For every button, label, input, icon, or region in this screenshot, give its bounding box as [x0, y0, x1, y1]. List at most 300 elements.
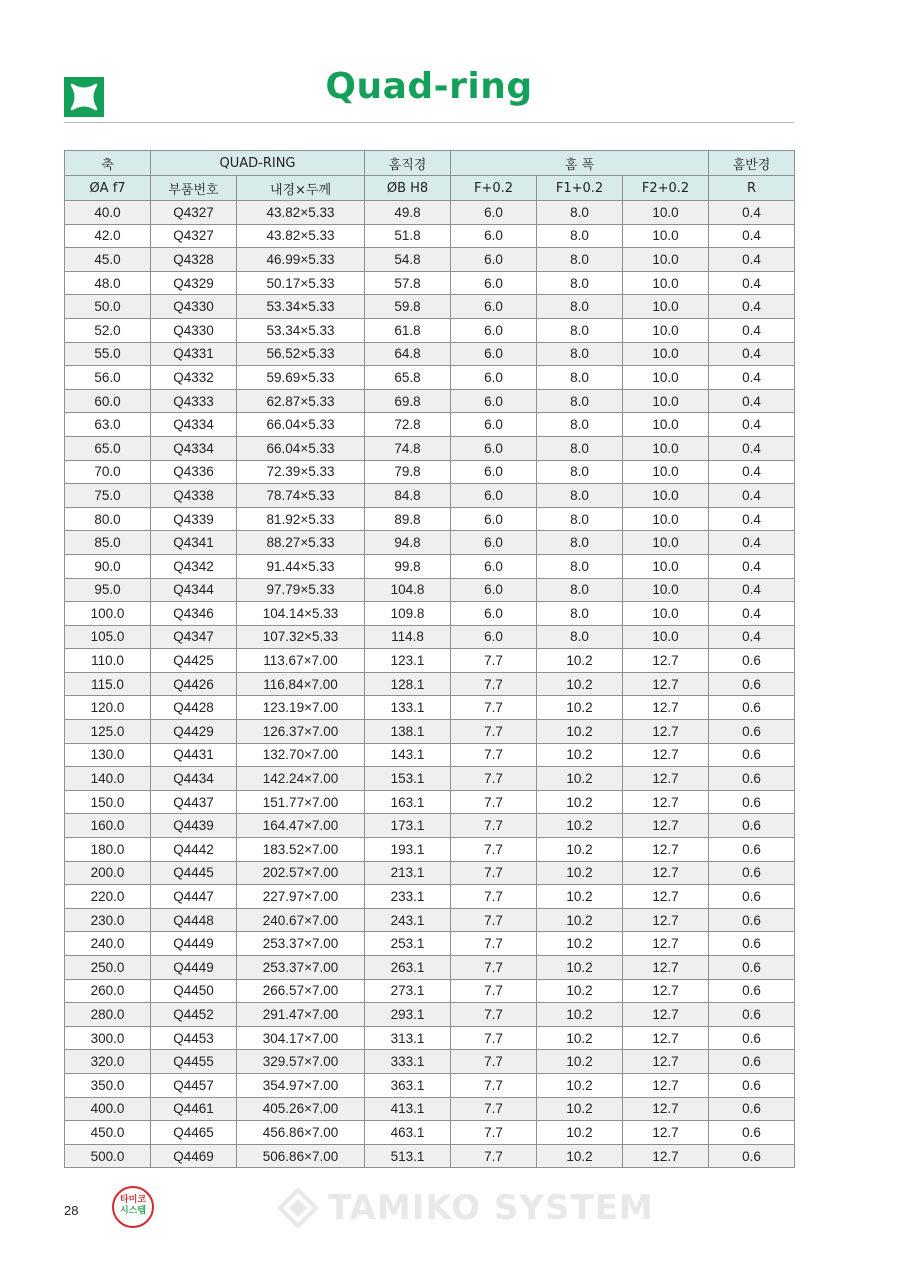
table-cell: 142.24×7.00	[237, 767, 365, 791]
table-row	[65, 743, 795, 767]
badge-line-2: 시스템	[119, 1206, 147, 1216]
table-cell: 12.7	[623, 838, 709, 862]
table-cell: 10.2	[537, 932, 623, 956]
table-cell: 12.7	[623, 790, 709, 814]
table-cell: 0.6	[709, 885, 795, 909]
table-cell: 10.0	[623, 271, 709, 295]
table-cell: 0.4	[709, 318, 795, 342]
table-cell: 150.0	[65, 790, 151, 814]
table-cell: 10.2	[537, 956, 623, 980]
table-cell: 280.0	[65, 1003, 151, 1027]
table-cell: 0.4	[709, 271, 795, 295]
table-cell: 304.17×7.00	[237, 1026, 365, 1050]
table-cell: 12.7	[623, 1003, 709, 1027]
table-cell: 7.7	[451, 1073, 537, 1097]
table-cell: 7.7	[451, 814, 537, 838]
table-cell: 10.2	[537, 720, 623, 744]
table-cell: 263.1	[365, 956, 451, 980]
table-cell: 12.7	[623, 885, 709, 909]
table-cell: 193.1	[365, 838, 451, 862]
table-row	[65, 271, 795, 295]
badge-line-1: 타미코	[119, 1195, 147, 1205]
table-cell: 10.2	[537, 908, 623, 932]
table-cell: 7.7	[451, 1121, 537, 1145]
table-cell: 10.2	[537, 861, 623, 885]
table-cell: 62.87×5.33	[237, 389, 365, 413]
table-cell: 51.8	[365, 224, 451, 248]
table-cell: 10.2	[537, 1026, 623, 1050]
table-cell: 7.7	[451, 908, 537, 932]
table-cell: 8.0	[537, 248, 623, 272]
header-cell: 축	[65, 151, 151, 176]
table-cell: 6.0	[451, 602, 537, 626]
table-cell: 116.84×7.00	[237, 672, 365, 696]
header-cell: F+0.2	[451, 176, 537, 201]
table-cell: 12.7	[623, 908, 709, 932]
table-row	[65, 1121, 795, 1145]
header-cell: ØB H8	[365, 176, 451, 201]
table-row	[65, 908, 795, 932]
table-cell: 85.0	[65, 531, 151, 555]
table-row	[65, 460, 795, 484]
table-cell: Q4333	[151, 389, 237, 413]
table-cell: 12.7	[623, 932, 709, 956]
table-cell: 266.57×7.00	[237, 979, 365, 1003]
table-cell: 513.1	[365, 1144, 451, 1168]
table-cell: 313.1	[365, 1026, 451, 1050]
table-cell: 0.6	[709, 1003, 795, 1027]
table-cell: Q4330	[151, 318, 237, 342]
table-cell: 10.2	[537, 1144, 623, 1168]
table-cell: 10.2	[537, 1073, 623, 1097]
table-cell: 6.0	[451, 531, 537, 555]
table-cell: 227.97×7.00	[237, 885, 365, 909]
table-cell: 50.17×5.33	[237, 271, 365, 295]
table-cell: 260.0	[65, 979, 151, 1003]
table-cell: 104.8	[365, 578, 451, 602]
table-cell: 107.32×5.33	[237, 625, 365, 649]
table-cell: 6.0	[451, 342, 537, 366]
table-cell: 10.0	[623, 578, 709, 602]
table-cell: 160.0	[65, 814, 151, 838]
table-cell: 8.0	[537, 578, 623, 602]
table-cell: Q4448	[151, 908, 237, 932]
table-cell: 8.0	[537, 531, 623, 555]
table-row	[65, 318, 795, 342]
table-cell: 164.47×7.00	[237, 814, 365, 838]
table-cell: Q4341	[151, 531, 237, 555]
table-cell: 8.0	[537, 342, 623, 366]
table-cell: 65.8	[365, 366, 451, 390]
table-cell: 12.7	[623, 696, 709, 720]
header-cell: QUAD-RING	[151, 151, 365, 176]
table-cell: 10.2	[537, 1003, 623, 1027]
table-cell: 10.0	[623, 507, 709, 531]
table-cell: 333.1	[365, 1050, 451, 1074]
table-cell: 10.0	[623, 295, 709, 319]
header-row-1	[65, 151, 795, 176]
table-cell: 55.0	[65, 342, 151, 366]
table-cell: 6.0	[451, 201, 537, 225]
table-cell: 0.6	[709, 1073, 795, 1097]
table-cell: 500.0	[65, 1144, 151, 1168]
table-cell: 10.0	[623, 484, 709, 508]
table-cell: 7.7	[451, 885, 537, 909]
table-cell: 75.0	[65, 484, 151, 508]
table-cell: 6.0	[451, 295, 537, 319]
table-cell: 240.0	[65, 932, 151, 956]
table-cell: 12.7	[623, 672, 709, 696]
table-row	[65, 342, 795, 366]
title-divider	[64, 122, 794, 123]
table-cell: Q4439	[151, 814, 237, 838]
table-row	[65, 814, 795, 838]
table-cell: 78.74×5.33	[237, 484, 365, 508]
table-cell: Q4342	[151, 554, 237, 578]
table-cell: 12.7	[623, 1097, 709, 1121]
table-row	[65, 696, 795, 720]
page-title: Quad-ring	[325, 66, 533, 107]
table-cell: 0.6	[709, 1121, 795, 1145]
table-cell: 126.37×7.00	[237, 720, 365, 744]
table-cell: Q4431	[151, 743, 237, 767]
table-cell: 8.0	[537, 366, 623, 390]
table-cell: 7.7	[451, 790, 537, 814]
table-cell: 0.4	[709, 248, 795, 272]
table-cell: 7.7	[451, 956, 537, 980]
table-cell: 7.7	[451, 1097, 537, 1121]
table-cell: 8.0	[537, 295, 623, 319]
table-row	[65, 436, 795, 460]
table-cell: 7.7	[451, 979, 537, 1003]
table-cell: 8.0	[537, 413, 623, 437]
table-row	[65, 366, 795, 390]
table-cell: 6.0	[451, 460, 537, 484]
table-row	[65, 956, 795, 980]
table-cell: 12.7	[623, 979, 709, 1003]
table-cell: 10.0	[623, 318, 709, 342]
table-cell: 6.0	[451, 389, 537, 413]
table-cell: 253.37×7.00	[237, 932, 365, 956]
table-cell: Q4336	[151, 460, 237, 484]
table-cell: Q4331	[151, 342, 237, 366]
table-cell: Q4330	[151, 295, 237, 319]
table-cell: 7.7	[451, 861, 537, 885]
table-cell: 53.34×5.33	[237, 318, 365, 342]
table-cell: 7.7	[451, 1003, 537, 1027]
table-cell: 64.8	[365, 342, 451, 366]
header-cell: 내경×두께	[237, 176, 365, 201]
table-cell: 43.82×5.33	[237, 201, 365, 225]
table-cell: 413.1	[365, 1097, 451, 1121]
table-cell: 97.79×5.33	[237, 578, 365, 602]
table-cell: 293.1	[365, 1003, 451, 1027]
table-cell: 10.0	[623, 531, 709, 555]
table-cell: Q4437	[151, 790, 237, 814]
table-row	[65, 295, 795, 319]
header-cell: R	[709, 176, 795, 201]
table-cell: 0.6	[709, 956, 795, 980]
table-cell: 72.8	[365, 413, 451, 437]
table-cell: 6.0	[451, 484, 537, 508]
table-cell: 0.4	[709, 342, 795, 366]
table-row	[65, 1003, 795, 1027]
table-cell: Q4465	[151, 1121, 237, 1145]
table-cell: 10.0	[623, 248, 709, 272]
table-cell: 7.7	[451, 696, 537, 720]
table-cell: 0.6	[709, 814, 795, 838]
table-cell: 230.0	[65, 908, 151, 932]
table-cell: 12.7	[623, 1144, 709, 1168]
table-cell: 115.0	[65, 672, 151, 696]
table-cell: 56.52×5.33	[237, 342, 365, 366]
table-cell: 300.0	[65, 1026, 151, 1050]
table-cell: Q4434	[151, 767, 237, 791]
table-cell: 90.0	[65, 554, 151, 578]
table-cell: 354.97×7.00	[237, 1073, 365, 1097]
table-cell: Q4461	[151, 1097, 237, 1121]
table-row	[65, 885, 795, 909]
table-cell: 8.0	[537, 271, 623, 295]
table-cell: 6.0	[451, 413, 537, 437]
table-cell: 180.0	[65, 838, 151, 862]
table-body	[65, 201, 795, 1168]
table-cell: 163.1	[365, 790, 451, 814]
table-cell: 84.8	[365, 484, 451, 508]
table-cell: 10.0	[623, 602, 709, 626]
table-cell: 52.0	[65, 318, 151, 342]
table-row	[65, 1050, 795, 1074]
table-cell: 0.6	[709, 932, 795, 956]
table-cell: 7.7	[451, 838, 537, 862]
table-cell: 0.4	[709, 531, 795, 555]
table-cell: 45.0	[65, 248, 151, 272]
table-cell: 0.6	[709, 908, 795, 932]
table-cell: 151.77×7.00	[237, 790, 365, 814]
table-cell: Q4453	[151, 1026, 237, 1050]
table-cell: Q4328	[151, 248, 237, 272]
table-cell: 10.0	[623, 625, 709, 649]
tamiko-diamond-icon	[278, 1188, 318, 1228]
table-cell: 8.0	[537, 389, 623, 413]
table-cell: 291.47×7.00	[237, 1003, 365, 1027]
table-cell: 8.0	[537, 602, 623, 626]
table-cell: Q4447	[151, 885, 237, 909]
table-cell: 10.0	[623, 224, 709, 248]
table-cell: 123.1	[365, 649, 451, 673]
table-row	[65, 767, 795, 791]
table-cell: Q4445	[151, 861, 237, 885]
table-cell: 70.0	[65, 460, 151, 484]
table-cell: Q4334	[151, 413, 237, 437]
table-row	[65, 554, 795, 578]
table-cell: 81.92×5.33	[237, 507, 365, 531]
table-row	[65, 507, 795, 531]
table-row	[65, 248, 795, 272]
tamiko-badge-icon	[112, 1186, 154, 1228]
table-cell: 0.6	[709, 1097, 795, 1121]
quad-ring-spec-table	[64, 150, 795, 1168]
table-cell: Q4450	[151, 979, 237, 1003]
table-cell: 10.2	[537, 1097, 623, 1121]
table-cell: 6.0	[451, 625, 537, 649]
table-cell: 8.0	[537, 318, 623, 342]
table-cell: 0.4	[709, 295, 795, 319]
table-cell: 10.2	[537, 979, 623, 1003]
table-cell: 128.1	[365, 672, 451, 696]
table-cell: 113.67×7.00	[237, 649, 365, 673]
table-cell: 0.6	[709, 838, 795, 862]
table-cell: 0.6	[709, 1050, 795, 1074]
table-cell: 0.4	[709, 224, 795, 248]
table-cell: 12.7	[623, 956, 709, 980]
table-cell: 12.7	[623, 767, 709, 791]
table-cell: 10.2	[537, 838, 623, 862]
table-cell: 8.0	[537, 625, 623, 649]
table-cell: 6.0	[451, 366, 537, 390]
table-cell: 253.1	[365, 932, 451, 956]
table-cell: 56.0	[65, 366, 151, 390]
table-row	[65, 672, 795, 696]
table-cell: Q4329	[151, 271, 237, 295]
table-cell: 0.4	[709, 602, 795, 626]
table-cell: 72.39×5.33	[237, 460, 365, 484]
table-cell: 202.57×7.00	[237, 861, 365, 885]
table-cell: 109.8	[365, 602, 451, 626]
table-cell: 320.0	[65, 1050, 151, 1074]
table-cell: 49.8	[365, 201, 451, 225]
table-cell: 104.14×5.33	[237, 602, 365, 626]
table-cell: 123.19×7.00	[237, 696, 365, 720]
table-cell: 42.0	[65, 224, 151, 248]
table-cell: Q4469	[151, 1144, 237, 1168]
table-cell: 10.0	[623, 554, 709, 578]
table-cell: 253.37×7.00	[237, 956, 365, 980]
table-cell: 89.8	[365, 507, 451, 531]
table-row	[65, 1026, 795, 1050]
table-cell: 40.0	[65, 201, 151, 225]
table-cell: 114.8	[365, 625, 451, 649]
table-row	[65, 1097, 795, 1121]
page-number: 28	[64, 1203, 79, 1218]
table-cell: 94.8	[365, 531, 451, 555]
table-cell: 233.1	[365, 885, 451, 909]
table-cell: 125.0	[65, 720, 151, 744]
table-cell: 10.2	[537, 649, 623, 673]
table-cell: 6.0	[451, 318, 537, 342]
table-cell: 0.6	[709, 790, 795, 814]
table-cell: 329.57×7.00	[237, 1050, 365, 1074]
table-cell: Q4428	[151, 696, 237, 720]
table-cell: 132.70×7.00	[237, 743, 365, 767]
header-cell: 홈반경	[709, 151, 795, 176]
header-cell: F2+0.2	[623, 176, 709, 201]
table-cell: 12.7	[623, 649, 709, 673]
table-cell: 12.7	[623, 1073, 709, 1097]
table-cell: 88.27×5.33	[237, 531, 365, 555]
table-cell: 0.6	[709, 672, 795, 696]
table-cell: 120.0	[65, 696, 151, 720]
table-row	[65, 201, 795, 225]
table-cell: 12.7	[623, 720, 709, 744]
table-cell: 61.8	[365, 318, 451, 342]
header-cell: F1+0.2	[537, 176, 623, 201]
table-cell: 6.0	[451, 224, 537, 248]
table-cell: 0.4	[709, 578, 795, 602]
table-row	[65, 389, 795, 413]
table-cell: 8.0	[537, 484, 623, 508]
table-cell: Q4347	[151, 625, 237, 649]
table-row	[65, 861, 795, 885]
table-cell: Q4334	[151, 436, 237, 460]
table-cell: 143.1	[365, 743, 451, 767]
table-cell: 10.0	[623, 201, 709, 225]
table-row	[65, 413, 795, 437]
table-cell: Q4426	[151, 672, 237, 696]
table-cell: Q4429	[151, 720, 237, 744]
table-cell: 79.8	[365, 460, 451, 484]
table-cell: 506.86×7.00	[237, 1144, 365, 1168]
table-row	[65, 625, 795, 649]
table-cell: 400.0	[65, 1097, 151, 1121]
table-cell: 10.0	[623, 436, 709, 460]
table-cell: Q4344	[151, 578, 237, 602]
table-cell: 10.2	[537, 1121, 623, 1145]
table-cell: 405.26×7.00	[237, 1097, 365, 1121]
table-cell: Q4332	[151, 366, 237, 390]
table-cell: 10.2	[537, 1050, 623, 1074]
table-cell: 65.0	[65, 436, 151, 460]
table-row	[65, 790, 795, 814]
table-cell: 363.1	[365, 1073, 451, 1097]
table-cell: 59.69×5.33	[237, 366, 365, 390]
header-row-2	[65, 176, 795, 201]
table-cell: 8.0	[537, 224, 623, 248]
table-cell: 110.0	[65, 649, 151, 673]
table-cell: 0.4	[709, 201, 795, 225]
table-cell: 105.0	[65, 625, 151, 649]
table-cell: 8.0	[537, 460, 623, 484]
table-cell: 95.0	[65, 578, 151, 602]
table-cell: 6.0	[451, 578, 537, 602]
table-cell: Q4452	[151, 1003, 237, 1027]
table-cell: 10.0	[623, 413, 709, 437]
table-cell: 69.8	[365, 389, 451, 413]
table-row	[65, 979, 795, 1003]
watermark	[278, 1188, 654, 1228]
table-cell: 60.0	[65, 389, 151, 413]
table-cell: 8.0	[537, 507, 623, 531]
table-cell: 200.0	[65, 861, 151, 885]
header-cell: 부품번호	[151, 176, 237, 201]
table-cell: 63.0	[65, 413, 151, 437]
header-cell: ØA f7	[65, 176, 151, 201]
table-cell: 0.6	[709, 979, 795, 1003]
table-cell: 0.4	[709, 554, 795, 578]
table-cell: 10.2	[537, 672, 623, 696]
table-cell: 250.0	[65, 956, 151, 980]
table-cell: 54.8	[365, 248, 451, 272]
table-cell: 456.86×7.00	[237, 1121, 365, 1145]
table-cell: 0.4	[709, 366, 795, 390]
table-cell: 10.0	[623, 389, 709, 413]
table-cell: 10.2	[537, 743, 623, 767]
table-cell: Q4327	[151, 224, 237, 248]
table-cell: 153.1	[365, 767, 451, 791]
table-cell: 7.7	[451, 1050, 537, 1074]
table-cell: 138.1	[365, 720, 451, 744]
table-cell: 80.0	[65, 507, 151, 531]
